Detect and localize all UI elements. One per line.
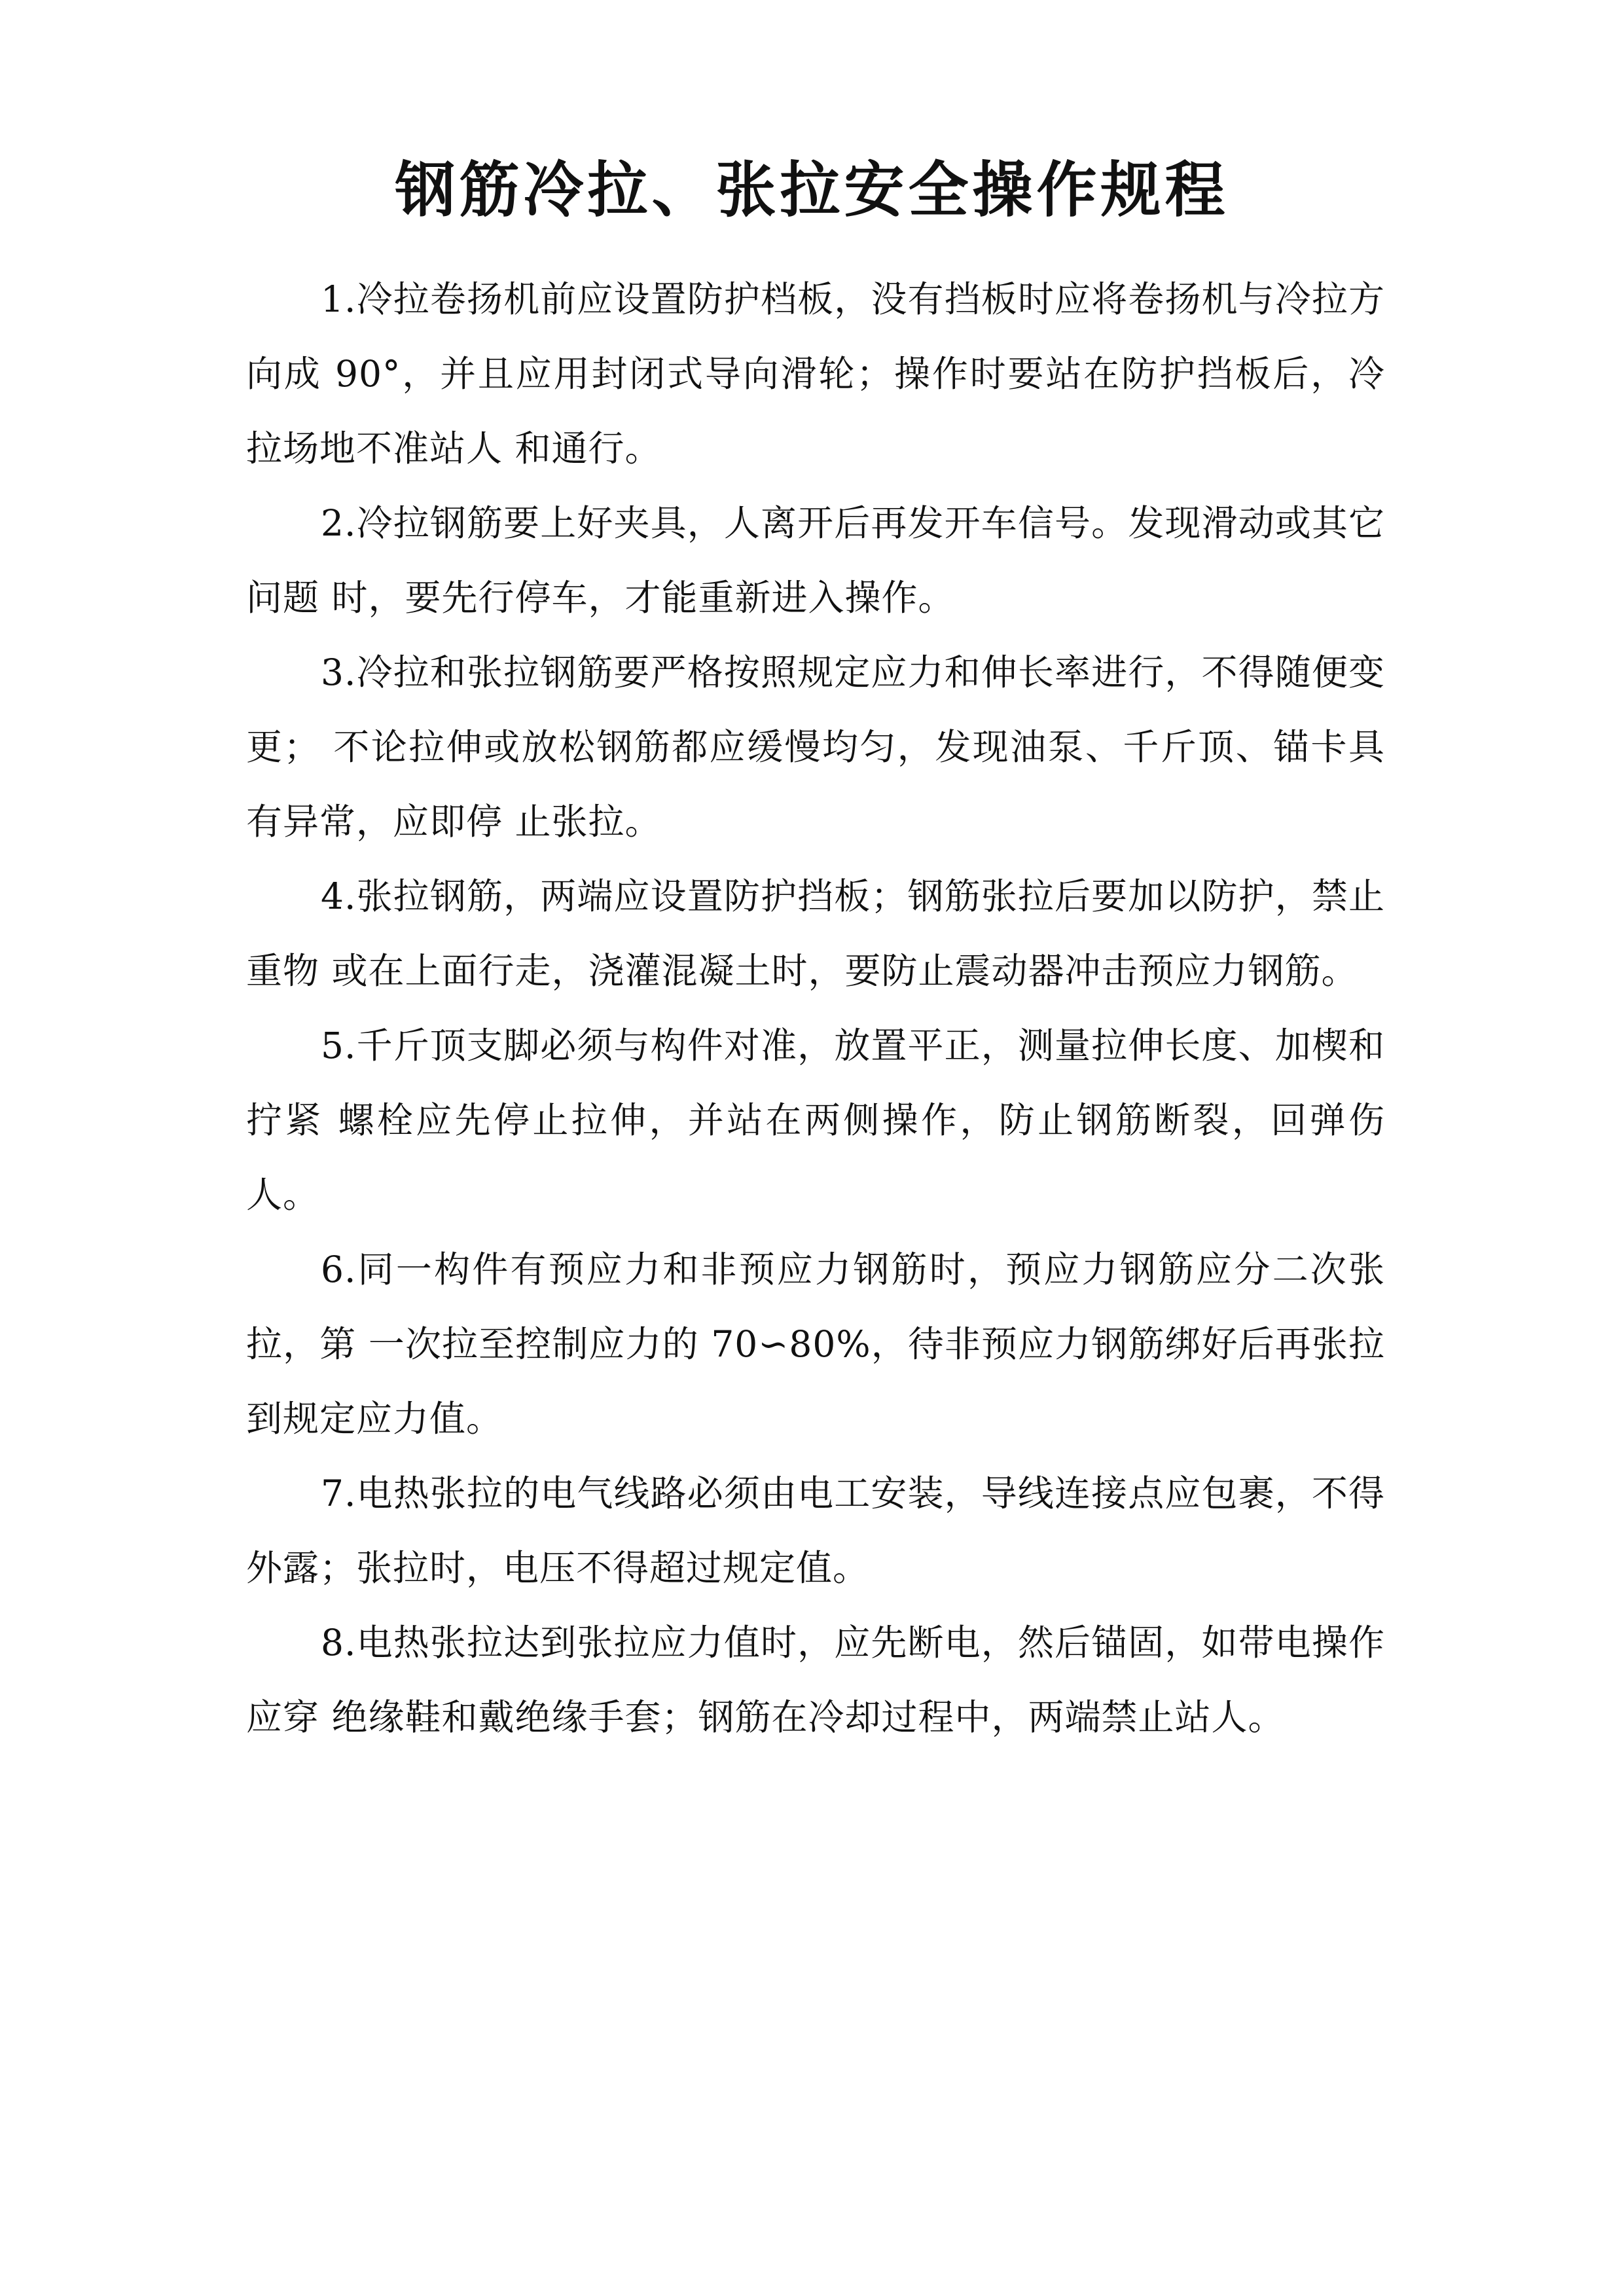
paragraph-3: 3.冷拉和张拉钢筋要严格按照规定应力和伸长率进行，不得随便变更； 不论拉伸或放松钢筋都应缓慢均匀，发现油泵、千斤顶、锚卡具有异常，应即停 止张拉。	[246, 651, 1385, 843]
paragraph-8: 8.电热张拉达到张拉应力值时，应先断电，然后锚固，如带电操作应穿 绝缘鞋和戴绝缘手套；钢筋在冷却过程中，两端禁止站人。	[246, 1622, 1385, 1738]
paragraph-6: 6.同一构件有预应力和非预应力钢筋时，预应力钢筋应分二次张拉，第 一次拉至控制应力的 70∽80%，待非预应力钢筋绑好后再张拉到规定应力值。	[246, 1248, 1385, 1440]
document-body	[246, 262, 1385, 1755]
paragraph-2: 2.冷拉钢筋要上好夹具，人离开后再发开车信号。发现滑动或其它问题 时，要先行停车，才能重新进入操作。	[246, 502, 1385, 619]
paragraph-1: 1.冷拉卷扬机前应设置防护档板，没有挡板时应将卷扬机与冷拉方向成 90°，并且应用封闭式导向滑轮；操作时要站在防护挡板后，冷拉场地不准站人 和通行。	[246, 278, 1385, 469]
paragraph-7: 7.电热张拉的电气线路必须由电工安装，导线连接点应包裹，不得外露；张拉时，电压不得超过规定值。	[246, 1472, 1385, 1589]
document-title: 钢筋冷拉、张拉安全操作规程	[395, 155, 1229, 225]
paragraph-5: 5.千斤顶支脚必须与构件对准，放置平正，测量拉伸长度、加楔和拧紧 螺栓应先停止拉伸，并站在两侧操作，防止钢筋断裂，回弹伤人。	[246, 1025, 1385, 1216]
paragraph-4: 4.张拉钢筋，两端应设置防护挡板；钢筋张拉后要加以防护，禁止重物 或在上面行走，浇灌混凝土时，要防止震动器冲击预应力钢筋。	[246, 875, 1385, 992]
